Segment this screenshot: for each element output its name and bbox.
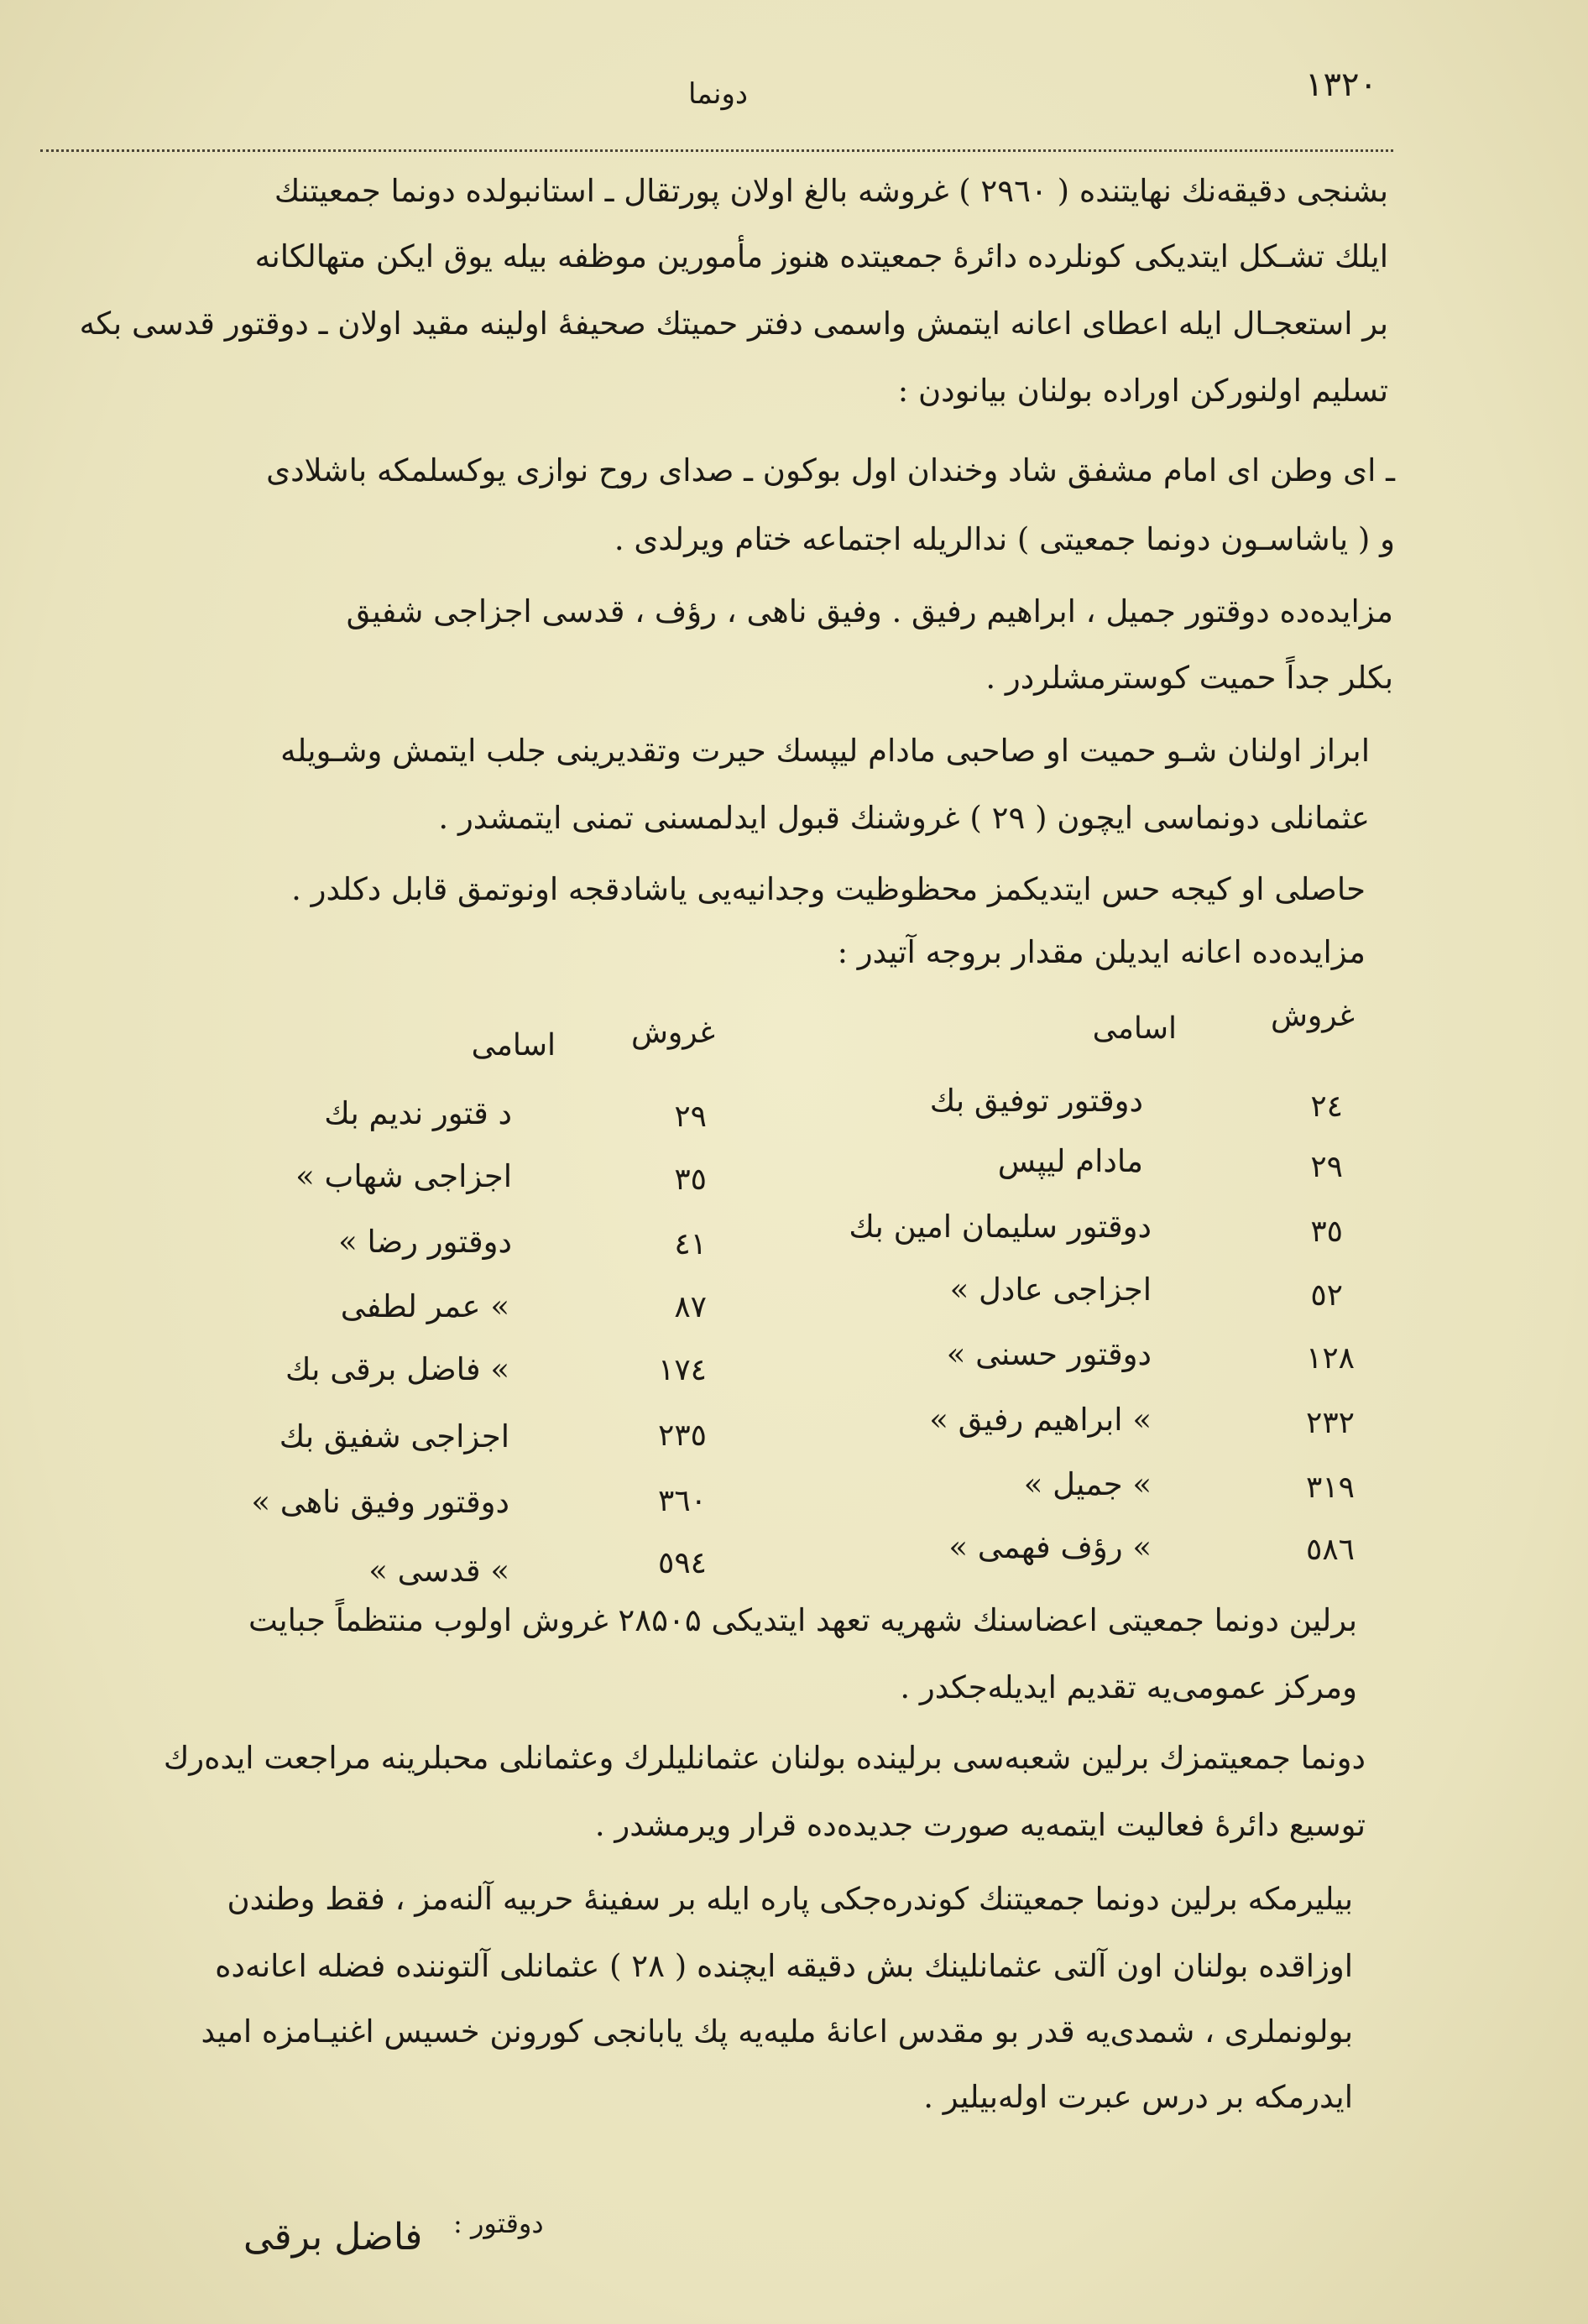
- text-line: توسیع دائرهٔ فعالیت ایتمه‌یه صورت جدیده‌ده قرار ویرمشدر .: [594, 1807, 1366, 1843]
- text-line: عثمانلی دونماسی ایچون ( ۲۹ ) غروشنك قبول ایدلمسنی تمنی ایتمشدر .: [438, 800, 1370, 836]
- donor-name: » ابراهیم رفیق »: [929, 1402, 1152, 1438]
- donation-amount: ۱۲۸: [1305, 1341, 1355, 1376]
- donor-name: » جمیل »: [1023, 1466, 1152, 1502]
- text-line: ایدرمكه بر درس عبرت اوله‌بیلیر .: [923, 2079, 1353, 2115]
- signature-label: دوقتور :: [453, 2207, 544, 2239]
- donation-amount: ۲٤: [1310, 1089, 1343, 1124]
- donor-name: » قدسی »: [368, 1553, 509, 1589]
- donor-name: دوقتور سلیمان امین بك: [849, 1209, 1152, 1245]
- donor-name: اجزاجی عادل »: [949, 1272, 1152, 1308]
- donation-amount: ٥۹٤: [657, 1546, 707, 1580]
- table-header-name: اسامی: [1092, 1011, 1177, 1046]
- donor-name: دوقتور حسنی »: [946, 1336, 1152, 1372]
- table-header-amount: غروش: [630, 1016, 715, 1050]
- donor-name: دوقتور وفیق ناهی »: [251, 1484, 509, 1520]
- donor-name: دوقتور رضا »: [338, 1224, 512, 1260]
- donation-amount: ۲۹: [1310, 1150, 1343, 1184]
- donor-name: دوقتور توفیق بك: [929, 1083, 1143, 1119]
- text-line: ابراز اولنان شـو حمیت او صاحبی مادام لیپسك حیرت وتقدیرینی جلب ایتمش وشـویله: [280, 733, 1370, 769]
- text-line: مزایده‌ده دوقتور جمیل ، ابراهیم رفیق . وفیق ناهی ، رؤف ، قدسی اجزاجی شفیق: [346, 593, 1393, 629]
- donor-name: مادام لیپس: [997, 1143, 1143, 1179]
- text-line: بشنجی دقیقه‌نك نهایتنده ( ۲۹٦۰ ) غروشه بالغ اولان پورتقال ـ استانبولده دونما جمعیتنك: [274, 173, 1388, 209]
- text-line: و ( یاشاسـون دونما جمعیتی ) ندالریله اجتماعه ختام ویرلدی .: [614, 521, 1395, 557]
- donor-name: » فاضل برقی بك: [285, 1351, 509, 1387]
- text-line: دونما جمعیتمزك برلین شعبه‌سی برلینده بولنان عثمانلیلرك وعثمانلی محبلرینه مراجعت ایده‌رك: [163, 1740, 1366, 1776]
- donor-name: اجزاجی شهاب »: [295, 1158, 512, 1194]
- text-line: بیلیرمكه برلین دونما جمعیتنك كوندره‌جكی پاره ایله بر سفینهٔ حربیه آلنه‌مز ، فقط وطندن: [227, 1881, 1353, 1917]
- text-line: بولونملری ، شمدی‌یه قدر بو مقدس اعانهٔ ملیه‌یه پك یابانجی كورونن خسیس اغنیـامزه امید: [201, 2013, 1353, 2050]
- donation-amount: ٤۱: [674, 1227, 707, 1261]
- text-line: حاصلی او كیجه حس ایتدیكمز محظوظیت وجدانیه‌یی یاشادقجه اونوتمق قابل دكلدر .: [291, 871, 1366, 907]
- donation-amount: ۱۷٤: [657, 1353, 707, 1387]
- donation-amount: ٥۸٦: [1305, 1533, 1355, 1567]
- text-line: بكلر جداً حمیت كوسترمشلردر .: [985, 660, 1393, 696]
- donor-name: د قتور ندیم بك: [324, 1095, 512, 1131]
- header-divider: [40, 149, 1393, 152]
- donation-amount: ۲۹: [674, 1099, 707, 1134]
- text-line: برلین دونما جمعیتی اعضاسنك شهریه تعهد ایتدیكی ۲۸۵۰۵ غروش اولوب منتظماً جبایت: [248, 1602, 1357, 1638]
- donation-amount: ٥۲: [1310, 1278, 1343, 1313]
- page-number: ١٣٢٠: [1305, 65, 1377, 104]
- text-line: بر استعجـال ایله اعطای اعانه ایتمش واسمی دفتر حمیتك صحیفهٔ اولینه مقید اولان ـ دوقتور قدسی بكه: [79, 306, 1388, 342]
- donation-amount: ۳۱۹: [1305, 1470, 1355, 1505]
- donation-amount: ۲۳۲: [1305, 1406, 1355, 1440]
- running-title: دونما: [688, 77, 749, 111]
- text-line: ایلك تشـكل ایتدیكی كونلرده دائرهٔ جمعیتده هنوز مأمورین موظفه بیله یوق ایكن متهالكانه: [254, 238, 1388, 274]
- donor-name: » رؤف فهمی »: [948, 1529, 1152, 1565]
- text-line: تسلیم اولنورکن اوراده بولنان بیانودن :: [897, 373, 1388, 409]
- table-header-name: اسامی: [471, 1028, 556, 1063]
- donation-amount: ۳٥: [674, 1162, 707, 1197]
- signature-name: فاضل برقی: [243, 2216, 423, 2259]
- donor-name: » عمر لطفی: [340, 1288, 509, 1324]
- text-line: ـ ای وطن ای امام مشفق شاد وخندان اول بوكون ـ صدای روح نوازی یوكسلمكه باشلادی: [266, 452, 1395, 488]
- donation-amount: ۸۷: [674, 1290, 707, 1324]
- donor-name: اجزاجی شفیق بك: [279, 1418, 509, 1454]
- donation-amount: ۲۳٥: [657, 1418, 707, 1453]
- text-line: اوزاقده بولنان اون آلتی عثمانلینك بش دقیقه ایچنده ( ۲۸ ) عثمانلی آلتوننده فضله اعانه‌ده: [215, 1948, 1353, 1984]
- donation-amount: ۳٥: [1310, 1214, 1343, 1249]
- table-header-amount: غروش: [1270, 999, 1355, 1033]
- text-line: ومركز عمومی‌یه تقدیم ایدیله‌جكدر .: [900, 1669, 1357, 1705]
- donation-amount: ۳٦۰: [657, 1484, 707, 1518]
- text-line: مزایده‌ده اعانه ایدیلن مقدار بروجه آتیدر :: [837, 934, 1366, 970]
